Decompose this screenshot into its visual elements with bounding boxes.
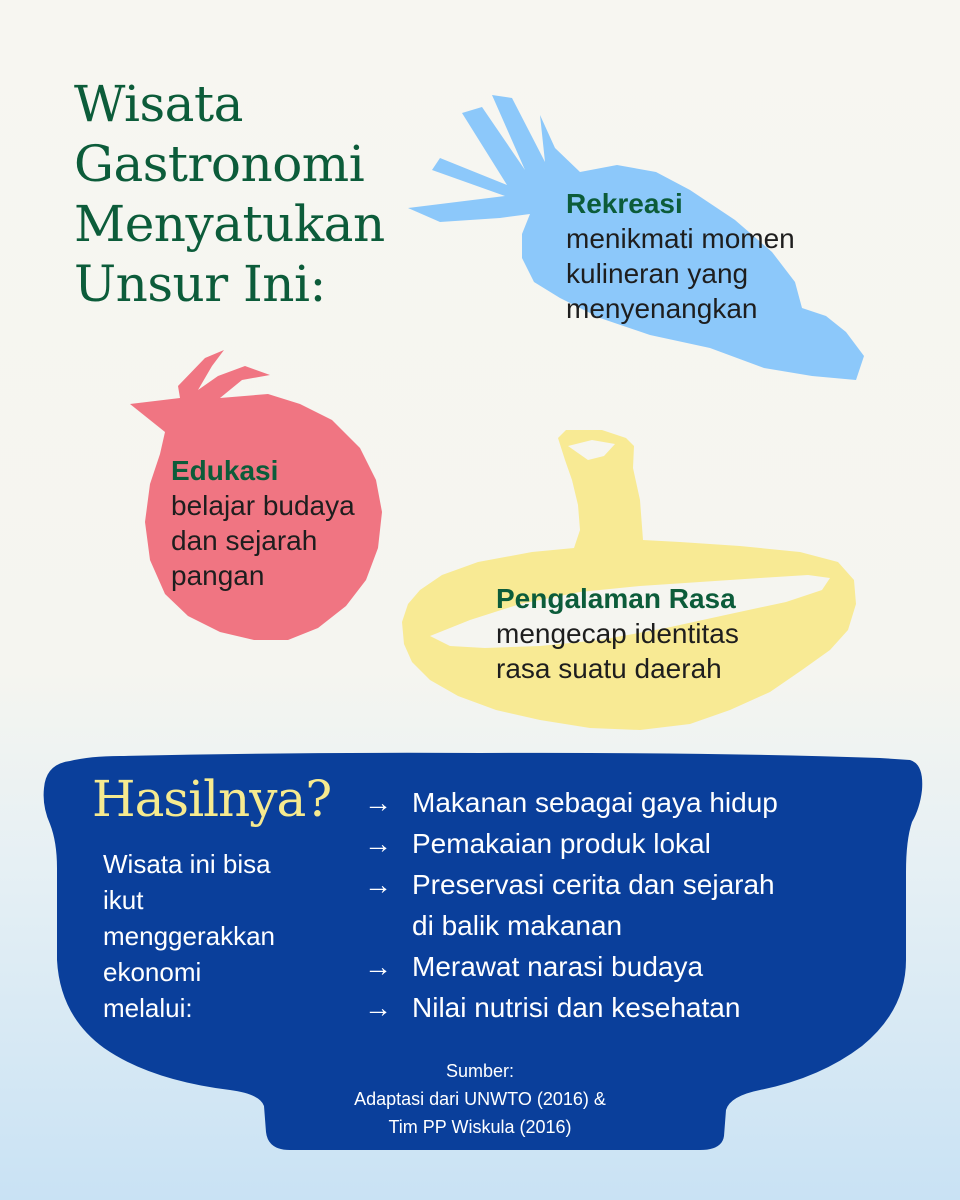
rasa-block (496, 581, 739, 686)
result-description-line: ikut (103, 885, 144, 915)
result-list (364, 782, 778, 1028)
rekreasi-line: menyenangkan (566, 293, 758, 324)
rasa-line: rasa suatu daerah (496, 653, 722, 684)
list-item-text: Pemakaian produk lokal (412, 828, 711, 859)
list-item-text: di balik makanan (412, 910, 623, 941)
edukasi-block (171, 453, 355, 593)
edukasi-line: pangan (171, 560, 265, 591)
edukasi-line: belajar budaya (171, 490, 355, 521)
rekreasi-line: kulineran yang (566, 258, 749, 289)
rasa-line: mengecap identitas (496, 618, 739, 649)
arrow-icon: → (364, 787, 392, 818)
rekreasi-block (566, 186, 795, 326)
arrow-icon: → (364, 828, 392, 859)
list-item (364, 782, 778, 823)
page-title (74, 74, 385, 314)
result-description-line: menggerakkan (103, 921, 275, 951)
edukasi-heading: Edukasi (171, 455, 279, 486)
rasa-heading: Pengalaman Rasa (496, 583, 736, 614)
result-title: Hasilnya? (92, 770, 332, 828)
list-item (364, 946, 778, 987)
list-item-text: Makanan sebagai gaya hidup (412, 787, 778, 818)
arrow-icon: → (364, 992, 392, 1023)
result-description-line: melalui: (103, 993, 193, 1023)
source-line: Adaptasi dari UNWTO (2016) & (354, 1089, 606, 1109)
source-note (280, 1057, 680, 1141)
source-line: Tim PP Wiskula (2016) (388, 1117, 572, 1137)
result-description-line: Wisata ini bisa (103, 849, 271, 879)
rekreasi-heading: Rekreasi (566, 188, 683, 219)
result-description (103, 846, 275, 1026)
arrow-icon: → (364, 869, 392, 900)
title-line: Wisata (74, 75, 243, 133)
title-line: Unsur Ini: (74, 255, 326, 313)
list-item-text: Nilai nutrisi dan kesehatan (412, 992, 741, 1023)
source-label: Sumber: (445, 1061, 515, 1081)
list-item (364, 823, 778, 864)
result-description-line: ekonomi (103, 957, 202, 987)
rekreasi-line: menikmati momen (566, 223, 795, 254)
title-line: Menyatukan (74, 195, 385, 253)
list-item (364, 864, 778, 946)
list-item (364, 987, 778, 1028)
title-line: Gastronomi (74, 135, 365, 193)
arrow-icon: → (364, 951, 392, 982)
edukasi-line: dan sejarah (171, 525, 318, 556)
list-item-text: Preservasi cerita dan sejarah (412, 869, 775, 900)
list-item-text: Merawat narasi budaya (412, 951, 704, 982)
